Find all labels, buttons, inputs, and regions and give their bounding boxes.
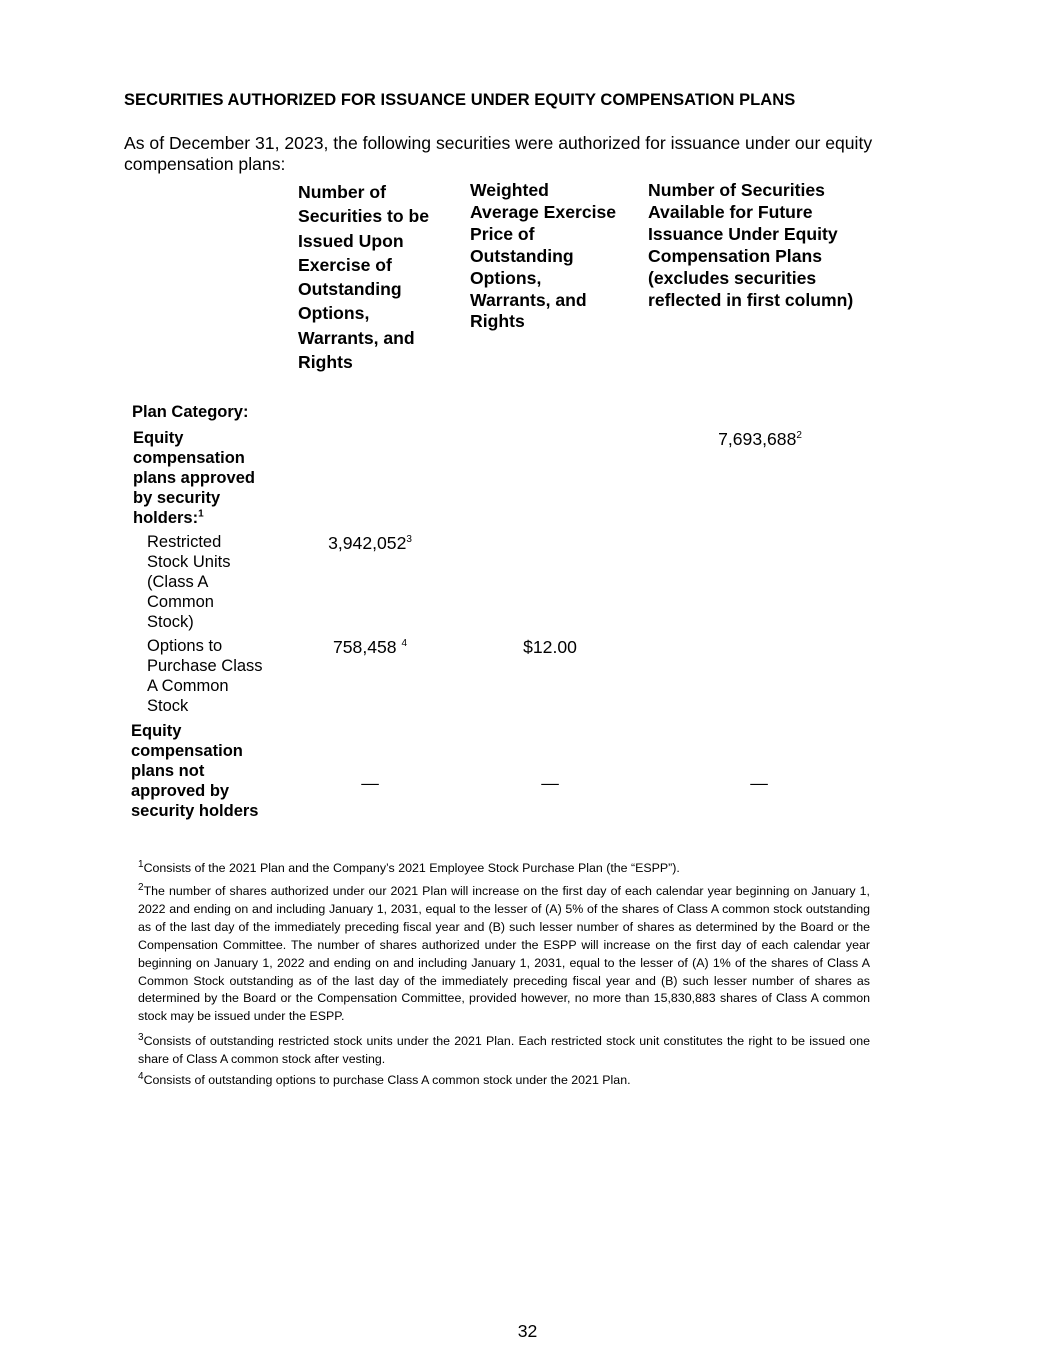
not-approved-col1-dash: — — [361, 773, 379, 793]
footnote-4 — [138, 1072, 870, 1090]
label-line: Stock Units — [147, 553, 231, 571]
label-line: A Common — [147, 677, 229, 695]
footnote-mark: 4 — [138, 1070, 144, 1082]
column-header-weighted-average-price — [470, 180, 640, 333]
label-line: Stock — [147, 697, 189, 715]
footnote-2 — [138, 883, 870, 1026]
header-line: Exercise of — [298, 254, 392, 275]
footnote-mark: 3 — [138, 1031, 144, 1043]
footnote-mark: 1 — [138, 858, 144, 870]
not-approved-col3-dash: — — [750, 773, 768, 793]
header-line: Number of Securities — [648, 180, 825, 200]
value-text: 758,458 — [332, 637, 397, 657]
not-approved-col2-dash: — — [541, 773, 559, 793]
header-line: Securities to be — [298, 206, 430, 227]
label-line: by security — [133, 489, 221, 507]
label-line: Common — [147, 593, 214, 611]
footnote-1 — [138, 860, 870, 878]
footnote-ref: 1 — [198, 508, 204, 520]
label-line: Options to — [147, 637, 223, 655]
footnote-text: Consists of outstanding options to purchase Class A common stock under the 2021 Plan. — [143, 1073, 631, 1087]
header-line: reflected in first column) — [648, 289, 854, 310]
header-line: Issuance Under Equity — [648, 223, 838, 244]
rsu-to-be-issued-value — [290, 533, 450, 554]
column-header-securities-to-be-issued — [298, 180, 458, 374]
label-line: compensation — [131, 742, 243, 760]
header-line: Warrants, and — [298, 327, 415, 348]
label-line: approved by — [131, 782, 230, 800]
footnote-text: The number of shares authorized under our 2021 Plan will increase on the first day of each calendar year beginning on January 1, 2022 and ending on and including January 1, 2031, equal to the lesser of (A) 5% of the shares of Class A common stock outstanding as of the last day of the immediately preceding fiscal year and (B) such lesser number of shares as determined by the Board or the Compensation Committee. The number of shares authorized under the ESPP will increase on the first day of each calendar year beginning on January 1, 2022 and ending on and including January 1, 2031, equal to the lesser of (A) 1% of the shares of Class A Common Stock outstanding as of the last day of the immediately preceding fiscal year and (B) such lesser number of shares as determined by the Board or the Compensation Committee, provided however, no more than 15,830,883 shares of Class A common stock may be issued under the ESPP. — [138, 884, 870, 1024]
label-line: security holders — [131, 802, 259, 820]
options-to-be-issued-value — [290, 637, 450, 658]
footnote-ref: 4 — [401, 638, 408, 650]
footnote-text: Consists of outstanding restricted stock units under the 2021 Plan. Each restricted stock unit constitutes the right to be issued one share of Class A common stock after vesting. — [138, 1034, 870, 1066]
footnote-3 — [138, 1033, 870, 1069]
options-price-value: $12.00 — [523, 637, 577, 657]
header-line: Price of — [470, 223, 535, 244]
header-line: Average Exercise — [470, 201, 617, 222]
header-line: (excludes securities — [648, 267, 817, 288]
header-line: Warrants, and — [470, 289, 587, 310]
header-line: Rights — [470, 311, 525, 332]
label-line: (Class A — [147, 573, 209, 591]
footnote-mark: 2 — [138, 881, 144, 893]
label-line: Stock) — [147, 613, 194, 631]
label-line: Restricted — [147, 533, 222, 551]
label-line: plans not — [131, 762, 205, 780]
label-line: plans approved — [133, 469, 255, 487]
row-label-approved-plans — [133, 428, 293, 528]
section-heading: SECURITIES AUTHORIZED FOR ISSUANCE UNDER EQUITY COMPENSATION PLANS — [124, 91, 796, 109]
header-line: Outstanding — [470, 245, 574, 266]
approved-available-value — [680, 429, 840, 450]
row-label-rsu — [147, 532, 287, 632]
header-line: Compensation Plans — [648, 245, 823, 266]
value-text: 3,942,052 — [328, 533, 407, 553]
value-text: 7,693,688 — [718, 429, 797, 449]
header-line: Number of — [298, 182, 386, 202]
page-number: 32 — [517, 1321, 538, 1341]
label-text: holders: — [133, 509, 199, 527]
label-line: compensation — [133, 449, 245, 467]
plan-category-label: Plan Category: — [132, 403, 249, 421]
intro-paragraph: As of December 31, 2023, the following securities were authorized for issuance under our equity compensation plans: — [124, 133, 873, 174]
header-line: Options, — [470, 267, 542, 288]
header-line: Options, — [298, 303, 370, 324]
row-label-not-approved-plans — [131, 721, 291, 821]
header-line: Outstanding — [298, 279, 402, 300]
header-line: Available for Future — [648, 201, 813, 222]
label-line: Equity — [131, 722, 182, 740]
footnote-ref: 3 — [406, 534, 412, 546]
header-line: Rights — [298, 352, 353, 373]
footnote-text: Consists of the 2021 Plan and the Company’s 2021 Employee Stock Purchase Plan (the “ESPP”). — [143, 861, 680, 875]
label-line — [133, 508, 293, 528]
row-label-options — [147, 636, 287, 716]
header-line: Issued Upon — [298, 230, 404, 251]
column-header-securities-available — [648, 180, 888, 311]
header-line: Weighted — [470, 180, 549, 200]
footnote-ref: 2 — [796, 430, 802, 442]
label-line: Equity — [133, 429, 184, 447]
label-line: Purchase Class — [147, 657, 263, 675]
